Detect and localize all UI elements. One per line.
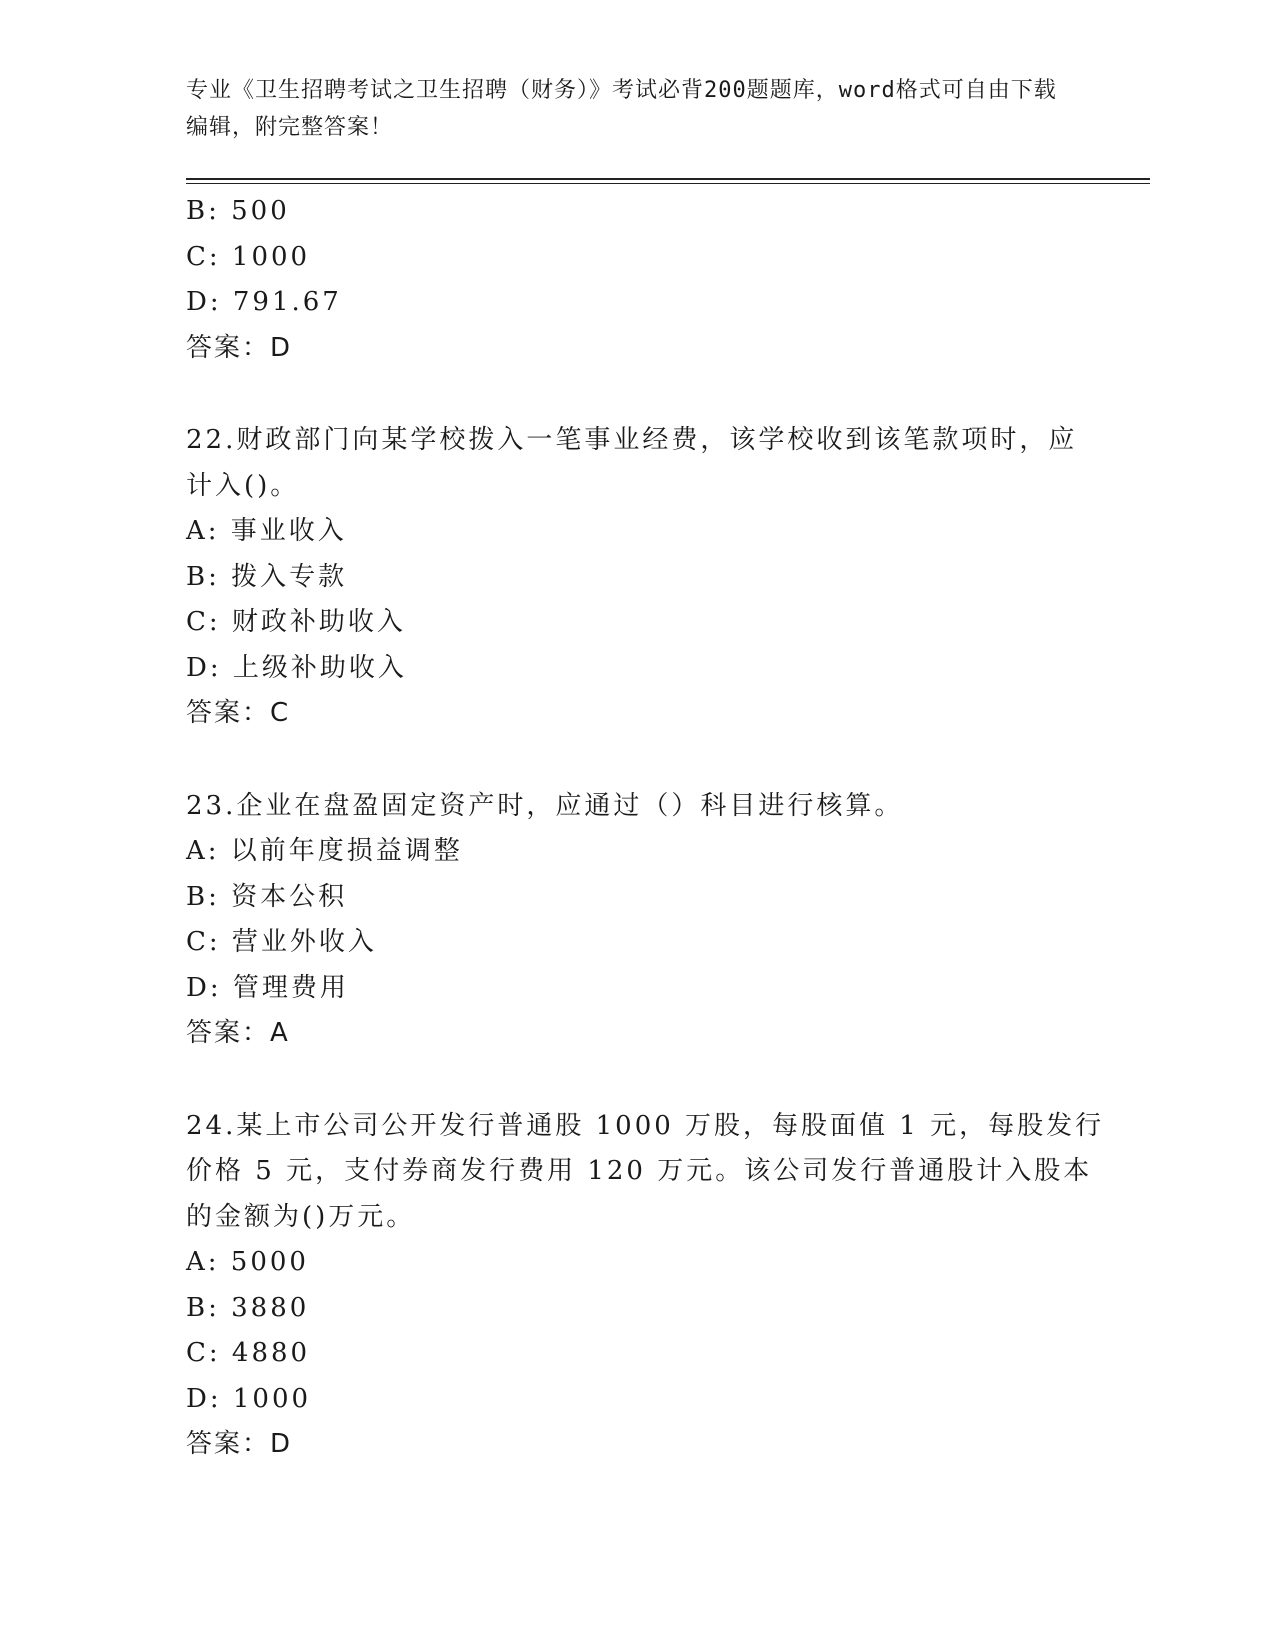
option-d: D: 管理费用: [186, 972, 349, 1003]
question-22: [186, 418, 1076, 737]
question-text: 22.财政部门向某学校拨入一笔事业经费，该学校收到该笔款项时，应: [186, 425, 1078, 455]
option-d: D: 1000: [186, 1383, 312, 1414]
question-list: [186, 189, 1105, 1468]
question-24: [186, 1104, 1105, 1468]
option-b: B: 资本公积: [186, 881, 348, 912]
option-a: A: 5000: [186, 1247, 309, 1277]
question-text: 24.某上市公司公开发行普通股 1000 万股，每股面值 1 元，每股发行: [186, 1110, 1105, 1141]
option-d: D: 791.67: [186, 287, 342, 317]
option-b: B: 3880: [186, 1292, 310, 1323]
option-b: B: 500: [186, 196, 290, 226]
header-divider-thick: [186, 178, 1150, 180]
question-text: 23.企业在盘盈固定资产时，应通过（）科目进行核算。: [186, 790, 904, 821]
option-c: C: 营业外收入: [186, 927, 377, 957]
question-text-cont: 计入()。: [186, 470, 300, 501]
option-a: A: 事业收入: [186, 516, 347, 546]
question-text-cont: 的金额为()万元。: [186, 1201, 416, 1232]
question-21-continuation: [186, 189, 1076, 371]
document-header: 专业《卫生招聘考试之卫生招聘（财务）》考试必背200题题库，word格式可自由下载编辑，附完整答案！: [186, 78, 1057, 140]
answer-line: 答案：D: [186, 332, 293, 363]
question-text-cont: 价格 5 元，支付券商发行费用 120 万元。该公司发行普通股计入股本: [186, 1156, 1093, 1186]
question-23: [186, 784, 1076, 1057]
option-a: A: 以前年度损益调整: [186, 836, 463, 866]
option-c: C: 1000: [186, 241, 311, 272]
option-d: D: 上级补助收入: [186, 652, 407, 683]
answer-line: 答案：A: [186, 1018, 290, 1048]
answer-line: 答案：C: [186, 698, 291, 728]
option-c: C: 财政补助收入: [186, 607, 406, 637]
option-c: C: 4880: [186, 1338, 311, 1368]
answer-line: 答案：D: [186, 1429, 293, 1459]
header-divider-thin: [186, 183, 1150, 184]
option-b: B: 拨入专款: [186, 561, 348, 592]
